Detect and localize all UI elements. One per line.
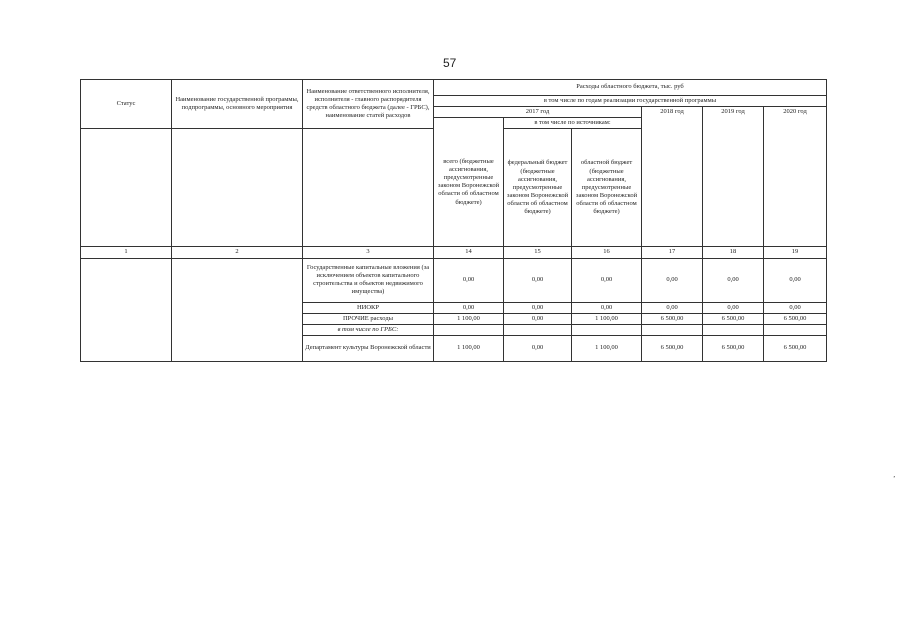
column-number: 19 bbox=[764, 247, 827, 258]
header-year-2020: 2020 год bbox=[764, 107, 827, 247]
row-value: 0,00 bbox=[642, 258, 703, 302]
row-value: 0,00 bbox=[434, 302, 504, 313]
column-number: 15 bbox=[504, 247, 572, 258]
row-value: 0,00 bbox=[504, 335, 572, 361]
row-value bbox=[642, 324, 703, 335]
header-years-title: в том числе по годам реализации государственной программы bbox=[434, 96, 827, 107]
row-value: 0,00 bbox=[504, 313, 572, 324]
row-value bbox=[504, 324, 572, 335]
row-value: 0,00 bbox=[572, 258, 642, 302]
row-value: 0,00 bbox=[703, 302, 764, 313]
header-empty-program bbox=[172, 129, 303, 247]
header-col-total: всего (бюджетные ассигнования, предусмотренные законом Воронежской области об областном бюджете) bbox=[434, 118, 504, 247]
header-year-2019: 2019 год bbox=[703, 107, 764, 247]
row-value bbox=[434, 324, 504, 335]
row-value: 0,00 bbox=[504, 258, 572, 302]
column-number: 16 bbox=[572, 247, 642, 258]
side-mark: ‚ bbox=[893, 471, 896, 479]
row-value: 1 100,00 bbox=[434, 335, 504, 361]
row-label: в том числе по ГРБС: bbox=[303, 324, 434, 335]
row-label: Департамент культуры Воронежской области bbox=[303, 335, 434, 361]
header-empty-executor bbox=[303, 129, 434, 247]
row-value: 1 100,00 bbox=[572, 335, 642, 361]
row-value bbox=[572, 324, 642, 335]
row-value: 0,00 bbox=[764, 302, 827, 313]
header-status: Статус bbox=[81, 80, 172, 129]
header-col-federal: федеральный бюджет (бюджетные ассигнования, предусмотренные законом Воронежской области об областном бюджете) bbox=[504, 129, 572, 247]
row-value: 0,00 bbox=[703, 258, 764, 302]
row-value: 0,00 bbox=[572, 302, 642, 313]
row-value: 0,00 bbox=[434, 258, 504, 302]
row-value: 1 100,00 bbox=[572, 313, 642, 324]
row-label: Государственные капитальные вложения (за исключением объектов капитального строительства и объектов недвижимого имущества) bbox=[303, 258, 434, 302]
row-label: ПРОЧИЕ расходы bbox=[303, 313, 434, 324]
header-col-regional: областной бюджет (бюджетные ассигнования, предусмотренные законом Воронежской области об областном бюджете) bbox=[572, 129, 642, 247]
row-value: 6 500,00 bbox=[703, 313, 764, 324]
column-number: 18 bbox=[703, 247, 764, 258]
column-number: 1 bbox=[81, 247, 172, 258]
status-cell bbox=[81, 258, 172, 361]
header-executor: Наименование ответственного исполнителя, исполнителя - главного распорядителя средств областного бюджета (далее - ГРБС), наименование статей расходов bbox=[303, 80, 434, 129]
row-value bbox=[703, 324, 764, 335]
row-value: 6 500,00 bbox=[642, 313, 703, 324]
row-value: 6 500,00 bbox=[764, 335, 827, 361]
column-number: 17 bbox=[642, 247, 703, 258]
row-value: 6 500,00 bbox=[703, 335, 764, 361]
row-value bbox=[764, 324, 827, 335]
header-year-2017: 2017 год bbox=[434, 107, 642, 118]
program-cell bbox=[172, 258, 303, 361]
column-number: 2 bbox=[172, 247, 303, 258]
page-number: 57 bbox=[443, 56, 457, 70]
row-value: 1 100,00 bbox=[434, 313, 504, 324]
column-number: 14 bbox=[434, 247, 504, 258]
row-value: 0,00 bbox=[642, 302, 703, 313]
header-budget-title: Расходы областного бюджета, тыс. руб bbox=[434, 80, 827, 96]
column-number: 3 bbox=[303, 247, 434, 258]
row-value: 0,00 bbox=[504, 302, 572, 313]
row-value: 6 500,00 bbox=[764, 313, 827, 324]
row-value: 6 500,00 bbox=[642, 335, 703, 361]
header-empty-status bbox=[81, 129, 172, 247]
header-program: Наименование государственной программы, подпрограммы, основного мероприятия bbox=[172, 80, 303, 129]
row-value: 0,00 bbox=[764, 258, 827, 302]
budget-table bbox=[80, 79, 827, 362]
header-sources-title: в том числе по источникам: bbox=[504, 118, 642, 129]
header-year-2018: 2018 год bbox=[642, 107, 703, 247]
row-label: НИОКР bbox=[303, 302, 434, 313]
